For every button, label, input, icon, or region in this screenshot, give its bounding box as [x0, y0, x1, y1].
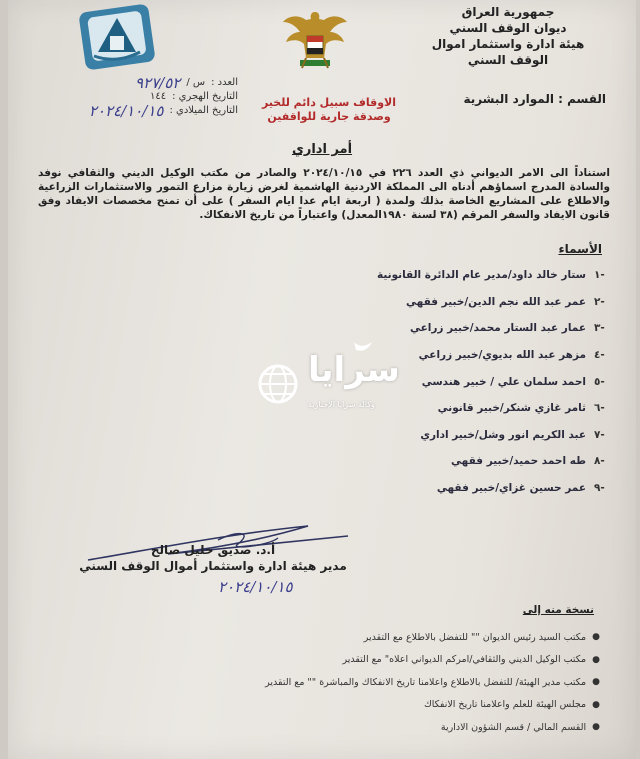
list-item: -٨ طه احمد حميد/خبير فقهي: [451, 455, 605, 468]
gregorian-date-row: [28, 104, 238, 118]
hijri-value: ١٤٤: [149, 91, 167, 102]
list-item: ● مكتب مدير الهيئة/ للتفضل بالاطلاع واعلامنا تاريخ الانفكاك والمباشرة "" مع التقدير: [265, 676, 600, 688]
list-item: ● مكتب الوكيل الديني والثقافي/امركم الديواني اعلاه" مع التقدير: [342, 654, 600, 666]
list-item: ● مجلس الهيئة للعلم واعلامنا تاريخ الانفكاك: [423, 699, 600, 711]
signatory: [58, 542, 368, 574]
list-item: ● القسم المالي / قسم الشؤون الادارية: [440, 721, 600, 733]
gregorian-label: التاريخ الميلادي :: [169, 105, 238, 116]
bullet-icon: ●: [592, 654, 600, 665]
bullet-icon: ●: [592, 632, 600, 643]
list-item: -٣ عمار عبد الستار محمد/خبير زراعي: [409, 322, 605, 335]
signature-date: ٢٠٢٤/١٠/١٥: [218, 578, 293, 596]
list-item: -٧ عبد الكريم انور وشل/خبير اداري: [420, 428, 605, 441]
list-item: -٤ مزهر عبد الله بديوي/خبير زراعي: [418, 349, 605, 362]
number-prefix: س /: [186, 77, 206, 88]
cc-heading: نسخة منه إلى: [522, 604, 594, 616]
bullet-icon: ●: [592, 722, 600, 733]
document-page: [8, 0, 636, 759]
list-item: -٥ احمد سلمان علي / خبير هندسي: [421, 375, 605, 388]
list-item: -٩ عمر حسين غزاي/خبير فقهي: [436, 482, 605, 495]
reference-number: ٩٢٧/٥٢: [134, 74, 181, 92]
ministry-header: [408, 4, 608, 68]
watermark-subtitle: وكالة سرايا الإخبارية: [308, 400, 375, 409]
list-item: -١ ستار خالد داود/مدير عام الدائرة القانونية: [376, 269, 605, 282]
slogan: [254, 96, 404, 124]
department: القسم : الموارد البشرية: [463, 92, 606, 106]
watermark-name: سرايا: [308, 350, 400, 390]
bullet-icon: ●: [592, 677, 600, 688]
header-line: جمهورية العراق: [461, 5, 555, 19]
reference-block: [28, 76, 238, 118]
number-label: العدد :: [211, 77, 238, 88]
gregorian-value: ٢٠٢٤/١٠/١٥: [88, 102, 164, 120]
header-line: ديوان الوقف السني: [449, 21, 567, 35]
list-item: -٢ عمر عبد الله نجم الدين/خبير فقهي: [406, 295, 605, 308]
iraq-eagle-emblem-icon: [280, 6, 350, 72]
header-line: هيئة ادارة واستثمار اموال: [431, 37, 585, 51]
header-line: الوقف السني: [467, 53, 549, 67]
names-heading: الأسماء: [558, 242, 602, 256]
order-title: أمر اداري: [291, 142, 353, 157]
cc-list: [40, 626, 600, 739]
bullet-icon: ●: [592, 699, 600, 710]
reference-number-row: [28, 76, 238, 90]
signatory-name: أ.د. صديق خليل صالح: [150, 543, 276, 557]
waqf-logo-icon: [70, 2, 164, 72]
slogan-line: الاوقاف سبيل دائم للخير: [261, 96, 397, 109]
slogan-line: وصدقة جارية للواقفين: [267, 110, 391, 123]
list-item: -٦ ثامر غازي شنكر/خبير قانوني: [437, 402, 605, 415]
hijri-label: التاريخ الهجري :: [172, 91, 238, 102]
order-body: استناداً الى الامر الديواني ذي العدد ٢٢٦ في ٢٠٢٤/١٠/١٥ والصادر من مكتب الوكيل الديني والثقافي نوفد والسادة المدرج اسماؤهم أدناه الى المملكة الاردنية الهاشمية لغرض زيارة مزارع التمور والاستثمارات الزراعية والاطلاع على المشاريع الخاصة بذلك ولمدة ( اربعة ايام عدا ايام السفر ) على أن تمنح مخصصات الايفاد وفق قانون الايفاد والسفر المرقم (٣٨ لسنة ١٩٨٠المعدل) واعتباراً من تاريخ الانفكاك.: [38, 167, 610, 221]
signatory-position: مدير هيئة ادارة واستثمار أموال الوقف السني: [79, 559, 347, 573]
list-item: ● مكتب السيد رئيس الديوان "" للتفضل بالاطلاع مع التقدير: [363, 631, 600, 643]
